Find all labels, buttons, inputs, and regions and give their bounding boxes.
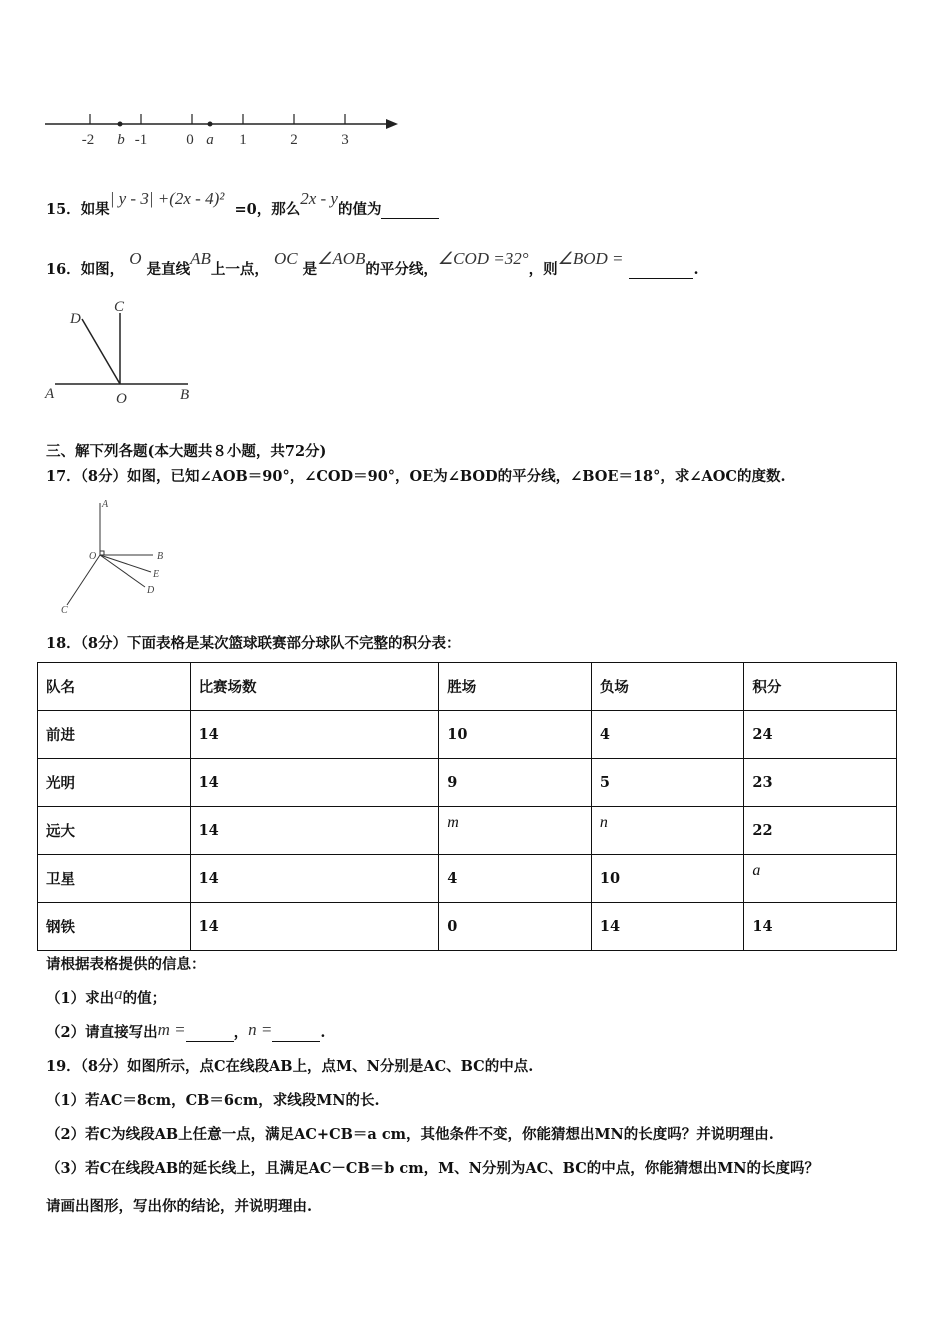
header-cell: 胜场 <box>439 663 592 711</box>
table-header-row <box>38 663 897 711</box>
label-A: A <box>102 499 109 510</box>
axis-arrow <box>386 119 398 129</box>
text: ，则 <box>528 261 558 278</box>
label-E: E <box>153 569 160 580</box>
tick-label: -1 <box>134 132 148 148</box>
math: m = <box>157 1020 186 1039</box>
answer-blank-n[interactable] <box>272 1024 320 1042</box>
text: 的值； <box>122 990 167 1007</box>
ray-OD <box>100 555 145 587</box>
point-b <box>118 122 123 127</box>
question-19-title: 19．（8分）如图所示，点C在线段AB上，点M、N分别是AC、BC的中点. <box>46 1058 534 1075</box>
cell: 14 <box>591 903 744 951</box>
text: 如果 <box>80 201 110 218</box>
text: ， <box>233 1024 249 1041</box>
variable-a: a <box>752 861 761 879</box>
math: O <box>129 249 142 268</box>
math: ∠BOD = <box>557 249 624 268</box>
text: =0，那么 <box>234 201 301 218</box>
variable-n: n <box>599 813 608 831</box>
math: a <box>114 984 123 1003</box>
header-cell: 积分 <box>744 663 897 711</box>
math: OC <box>273 249 298 268</box>
q18-part1 <box>46 984 167 1008</box>
cell: 9 <box>439 759 592 807</box>
cell: 4 <box>439 855 592 903</box>
label-O: O <box>89 551 97 562</box>
cell: 前进 <box>38 711 191 759</box>
table-row <box>38 759 897 807</box>
ray-OD <box>82 319 120 384</box>
variable-m: m <box>447 813 459 831</box>
point-label-a: a <box>206 132 214 148</box>
answer-blank[interactable] <box>629 261 693 279</box>
cell: 10 <box>439 711 592 759</box>
tick-label: 0 <box>186 132 194 148</box>
text: 是直线 <box>146 261 191 278</box>
q18-note: 请根据表格提供的信息： <box>46 956 206 973</box>
point-a <box>208 122 213 127</box>
figure-16 <box>40 295 200 410</box>
cell: 远大 <box>38 807 191 855</box>
math: AB <box>190 249 211 268</box>
point-label-b: b <box>117 132 125 148</box>
ray-OE <box>100 555 151 572</box>
score-table <box>37 662 897 951</box>
cell: 10 <box>591 855 744 903</box>
cell: 14 <box>744 903 897 951</box>
q19-part1: （1）若AC＝8cm，CB＝6cm，求线段MN的长. <box>46 1092 380 1109</box>
ray-OC <box>67 555 100 605</box>
cell <box>744 855 897 903</box>
cell: 14 <box>190 711 439 759</box>
text: 的平分线， <box>365 261 438 278</box>
question-17: 17．（8分）如图，已知∠AOB＝90°，∠COD＝90°，OE为∠BOD的平分线，∠BOE＝18°，求∠AOC的度数. <box>46 468 786 485</box>
right-angle-mark <box>100 551 104 555</box>
cell: 14 <box>190 759 439 807</box>
q19-part2: （2）若C为线段AB上任意一点，满足AC+CB＝a cm，其他条件不变，你能猜想出MN的长度吗？并说明理由. <box>46 1126 774 1143</box>
q19-part3-cont: 请画出图形，写出你的结论，并说明理由. <box>46 1198 313 1215</box>
cell: 卫星 <box>38 855 191 903</box>
answer-blank-m[interactable] <box>186 1024 234 1042</box>
cell: 14 <box>190 903 439 951</box>
section-3-heading: 三、解下列各题(本大题共８小题，共72分) <box>46 443 327 460</box>
text: 是 <box>302 261 318 278</box>
label-A: A <box>45 386 55 402</box>
math: | y - 3| +(2x - 4)² <box>109 189 225 208</box>
cell: 14 <box>190 855 439 903</box>
math: ∠COD =32° <box>437 249 529 268</box>
question-18-title: 18．（8分）下面表格是某次篮球联赛部分球队不完整的积分表： <box>46 635 461 652</box>
text: . <box>320 1024 326 1041</box>
figure-17 <box>55 495 175 620</box>
question-15 <box>46 189 439 219</box>
cell: 24 <box>744 711 897 759</box>
label-D: D <box>70 311 81 327</box>
q-number: 15． <box>46 201 81 218</box>
cell: 23 <box>744 759 897 807</box>
math: ∠AOB <box>317 249 366 268</box>
header-cell: 队名 <box>38 663 191 711</box>
math: n = <box>248 1020 273 1039</box>
cell: 4 <box>591 711 744 759</box>
text: 上一点， <box>210 261 269 278</box>
label-C: C <box>61 605 68 616</box>
answer-blank[interactable] <box>381 201 439 219</box>
number-line <box>0 100 420 160</box>
q19-part3: （3）若C在线段AB的延长线上，且满足AC－CB＝b cm，M、N分别为AC、BC的中点，你能猜想出MN的长度吗？ <box>46 1160 820 1177</box>
tick-label: 2 <box>290 132 298 148</box>
q-number: 16． <box>46 261 81 278</box>
cell <box>591 807 744 855</box>
question-16 <box>46 249 699 279</box>
table-row <box>38 711 897 759</box>
label-O: O <box>116 391 127 407</box>
table-row <box>38 855 897 903</box>
label-D: D <box>147 585 155 596</box>
tick-label: -2 <box>81 132 95 148</box>
math: 2x - y <box>300 189 338 208</box>
text: （1）求出 <box>46 990 115 1007</box>
header-cell: 负场 <box>591 663 744 711</box>
tick-label: 3 <box>341 132 349 148</box>
label-B: B <box>157 551 164 562</box>
cell: 钢铁 <box>38 903 191 951</box>
header-cell: 比赛场数 <box>190 663 439 711</box>
label-B: B <box>180 387 190 403</box>
text: 如图， <box>80 261 125 278</box>
text: . <box>693 261 699 278</box>
text: 的值为 <box>337 201 382 218</box>
table-row <box>38 807 897 855</box>
label-C: C <box>114 299 125 315</box>
cell <box>439 807 592 855</box>
cell: 光明 <box>38 759 191 807</box>
cell: 22 <box>744 807 897 855</box>
cell: 5 <box>591 759 744 807</box>
cell: 14 <box>190 807 439 855</box>
cell: 0 <box>439 903 592 951</box>
tick-label: 1 <box>239 132 247 148</box>
text: （2）请直接写出 <box>46 1024 158 1041</box>
table-row <box>38 903 897 951</box>
q18-part2 <box>46 1021 325 1042</box>
